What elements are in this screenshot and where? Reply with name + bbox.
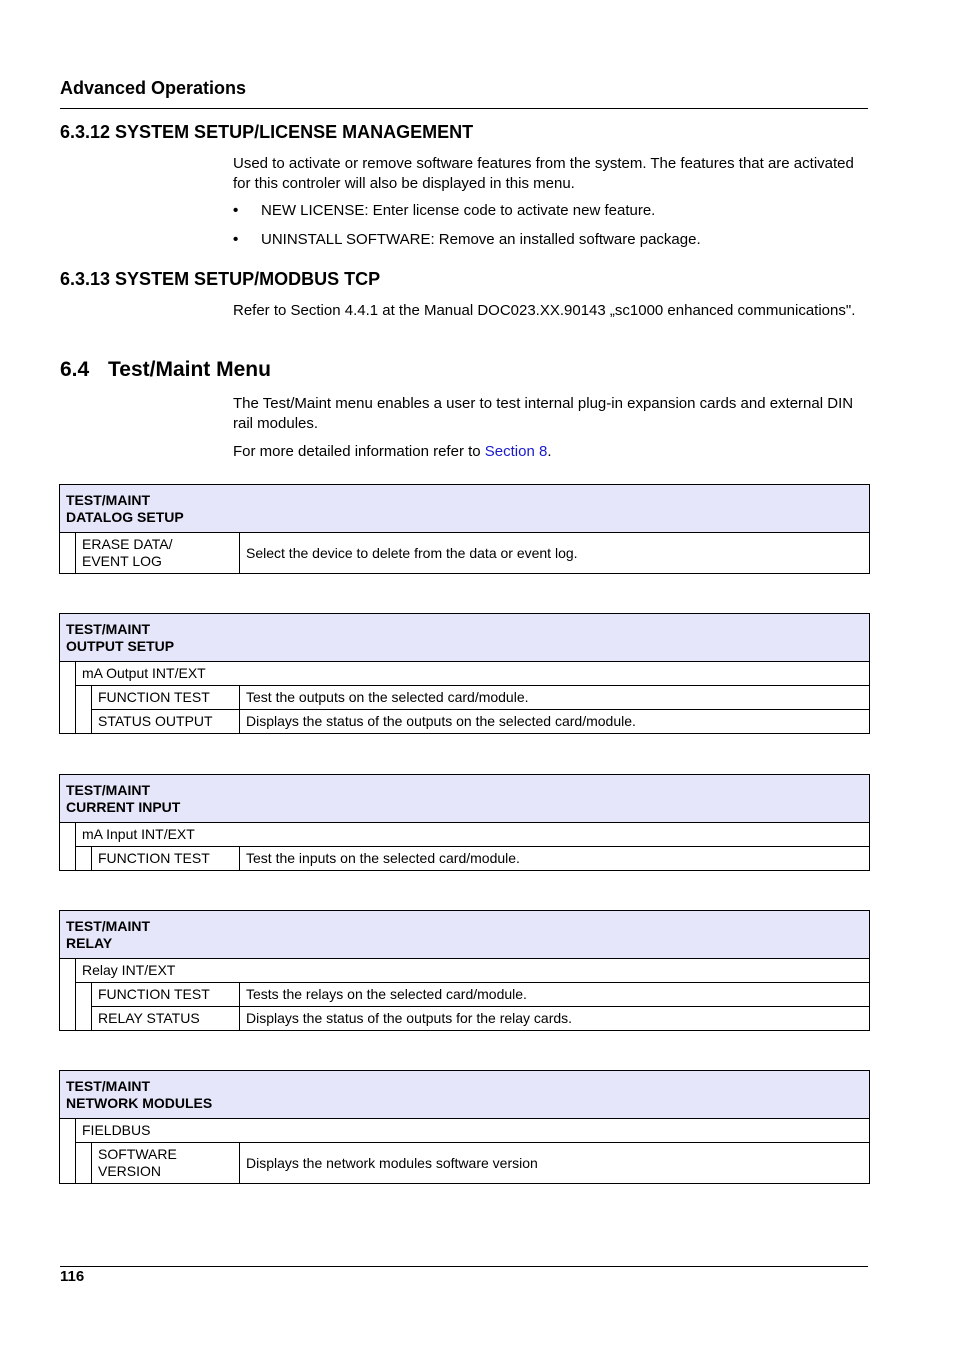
menu-item-description: Displays the status of the outputs on the selected card/module. xyxy=(240,710,870,734)
table-header: TEST/MAINT NETWORK MODULES xyxy=(60,1071,870,1119)
menu-item-status-output: STATUS OUTPUT xyxy=(92,710,240,734)
section-6-3-12-paragraph: Used to activate or remove software features from the system. The features that are activated for this controler will also be displayed in this menu. xyxy=(233,155,854,192)
menu-item-description: Test the outputs on the selected card/module. xyxy=(240,686,870,710)
bullet-item: • UNINSTALL SOFTWARE: Remove an installed software package. xyxy=(233,231,701,248)
relay-table xyxy=(59,910,870,1031)
datalog-setup-table xyxy=(59,484,870,574)
section-6-3-13-paragraph: Refer to Section 4.4.1 at the Manual DOC023.XX.90143 „sc1000 enhanced communications". xyxy=(233,302,856,319)
menu-item-description: Displays the status of the outputs for the relay cards. xyxy=(240,1007,870,1031)
table-header: TEST/MAINT CURRENT INPUT xyxy=(60,775,870,823)
section-8-link[interactable]: Section 8 xyxy=(484,443,548,460)
table-header: TEST/MAINT DATALOG SETUP xyxy=(60,485,870,533)
bullet-icon: • xyxy=(233,231,239,248)
output-setup-table xyxy=(59,613,870,734)
section-6-4-paragraph: The Test/Maint menu enables a user to test internal plug-in expansion cards and external DIN rail modules. xyxy=(233,395,854,432)
menu-item-function-test: FUNCTION TEST xyxy=(92,686,240,710)
header-rule xyxy=(60,108,868,109)
menu-item-description: Test the inputs on the selected card/module. xyxy=(240,847,870,871)
menu-item-function-test: FUNCTION TEST xyxy=(92,983,240,1007)
section-6-4-reference: For more detailed information refer to Section 8. xyxy=(233,443,552,460)
menu-item-relay-status: RELAY STATUS xyxy=(92,1007,240,1031)
menu-group-relay: Relay INT/EXT xyxy=(76,959,870,983)
bullet-item: • NEW LICENSE: Enter license code to activate new feature. xyxy=(233,202,656,219)
menu-group-ma-output: mA Output INT/EXT xyxy=(76,662,870,686)
section-6-3-13-title: 6.3.13 SYSTEM SETUP/MODBUS TCP xyxy=(60,269,381,289)
menu-item-erase-data: ERASE DATA/ EVENT LOG xyxy=(76,533,240,574)
menu-item-description: Select the device to delete from the data or event log. xyxy=(240,533,870,574)
footer-rule xyxy=(60,1266,868,1267)
menu-item-software-version: SOFTWARE VERSION xyxy=(92,1143,240,1184)
bullet-icon: • xyxy=(233,202,239,219)
current-input-table xyxy=(59,774,870,871)
menu-item-description: Tests the relays on the selected card/module. xyxy=(240,983,870,1007)
menu-item-function-test: FUNCTION TEST xyxy=(92,847,240,871)
section-6-4-title: 6.4 Test/Maint Menu xyxy=(60,358,271,381)
page-number: 116 xyxy=(60,1268,85,1285)
table-header: TEST/MAINT RELAY xyxy=(60,911,870,959)
menu-group-ma-input: mA Input INT/EXT xyxy=(76,823,870,847)
running-header: Advanced Operations xyxy=(60,78,247,98)
table-header: TEST/MAINT OUTPUT SETUP xyxy=(60,614,870,662)
menu-item-description: Displays the network modules software version xyxy=(240,1143,870,1184)
network-modules-table xyxy=(59,1070,870,1184)
menu-group-fieldbus: FIELDBUS xyxy=(76,1119,870,1143)
section-6-3-12-title: 6.3.12 SYSTEM SETUP/LICENSE MANAGEMENT xyxy=(60,122,474,142)
